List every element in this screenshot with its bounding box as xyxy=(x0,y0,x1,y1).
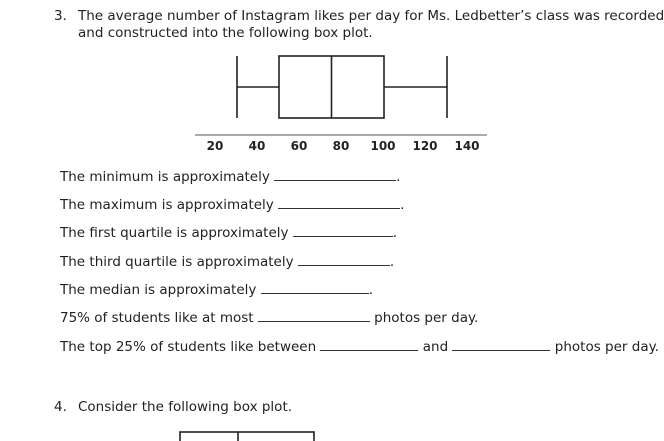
axis-tick-label: 40 xyxy=(248,139,266,153)
axis-tick-label: 80 xyxy=(332,139,350,153)
axis-tick-label: 20 xyxy=(206,139,224,153)
seventy-five-percent-label: 75% of students like at most xyxy=(60,310,254,326)
median-period: . xyxy=(368,282,373,298)
question-3-text-line-1: The average number of Instagram likes per day for Ms. Ledbetter’s class was recorded xyxy=(78,8,664,24)
minimum-period: . xyxy=(396,169,401,185)
question-3-number: 3. xyxy=(54,8,67,24)
axis-tick-label: 140 xyxy=(454,139,480,153)
median-label: The median is approximately xyxy=(60,282,257,298)
third-quartile-label: The third quartile is approximately xyxy=(60,254,294,270)
third-quartile-period: . xyxy=(389,254,395,270)
top-twenty-five-percent-label: The top 25% of students like between xyxy=(60,339,317,355)
maximum-period: . xyxy=(400,197,405,213)
question-4-number: 4. xyxy=(54,399,67,415)
maximum-label: The maximum is approximately xyxy=(60,197,274,213)
axis-tick-label: 100 xyxy=(370,139,396,153)
minimum-label: The minimum is approximately xyxy=(60,169,270,185)
top-twenty-five-percent-suffix: photos per day. xyxy=(554,339,659,355)
axis-tick-label: 60 xyxy=(290,139,308,153)
axis-tick-label: 120 xyxy=(412,139,438,153)
question-4-text: Consider the following box plot. xyxy=(78,399,293,415)
and-label: and xyxy=(422,339,449,355)
first-quartile-period: . xyxy=(392,225,398,241)
first-quartile-label: The first quartile is approximately xyxy=(60,225,289,241)
question-4-box xyxy=(180,432,314,441)
question-3-text-line-2: and constructed into the following box plot. xyxy=(78,25,373,41)
seventy-five-percent-suffix: photos per day. xyxy=(374,310,479,326)
